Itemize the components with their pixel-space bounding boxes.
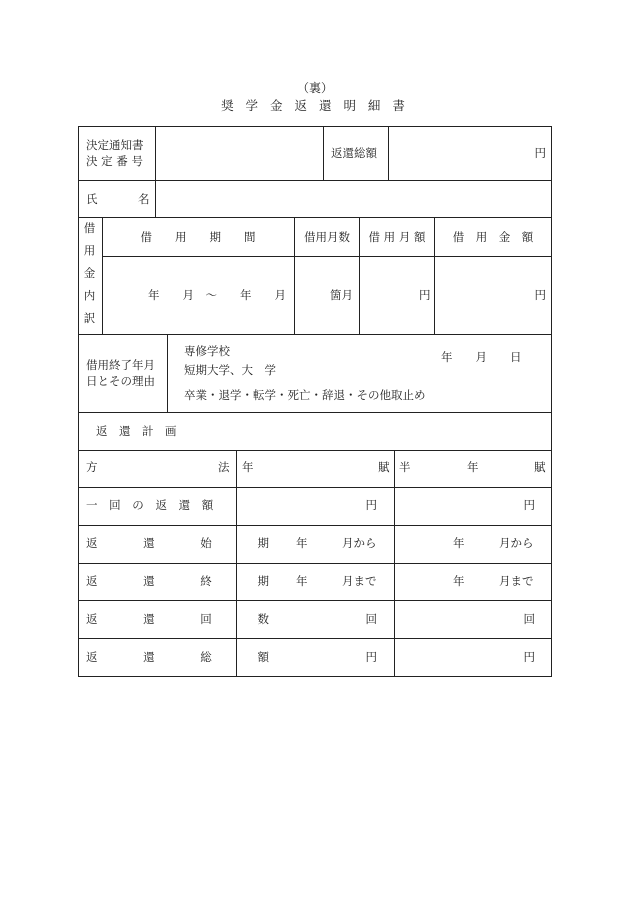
semiannual-char2: 年 <box>467 460 479 474</box>
plan-row-semiannual[interactable]: 円 <box>523 650 535 664</box>
method-label-char1: 方 <box>86 460 98 474</box>
total-amount-unit: 円 <box>534 146 546 160</box>
plan-row-semiannual[interactable]: 年 月まで <box>453 574 534 588</box>
loan-months-unit: 箇月 <box>330 288 353 302</box>
end-date[interactable]: 年 月 日 <box>441 350 522 364</box>
name-field[interactable] <box>157 182 550 216</box>
plan-row-label: 返 還 終 期 <box>86 574 290 588</box>
semiannual-char3: 賦 <box>534 460 546 474</box>
plan-row-semiannual[interactable]: 回 <box>523 612 535 626</box>
plan-row-semiannual[interactable]: 年 月から <box>453 536 534 550</box>
name-label-char1: 氏 <box>86 192 98 206</box>
plan-row-annual[interactable]: 円 <box>365 650 377 664</box>
school-type-vocational[interactable]: 専修学校 <box>184 344 230 358</box>
name-label-char2: 名 <box>138 192 150 206</box>
end-reasons[interactable]: 卒業・退学・転学・死亡・辞退・その他取止め <box>184 388 426 402</box>
end-reason-label-line2: 日とその理由 <box>86 374 155 388</box>
notice-number-field[interactable] <box>157 128 321 179</box>
loan-months-header: 借用月数 <box>304 230 350 244</box>
loan-period-value[interactable]: 年 月 ～ 年 月 <box>148 288 286 302</box>
plan-row-annual[interactable]: 円 <box>365 498 377 512</box>
plan-row-annual[interactable]: 年 月から <box>296 536 377 550</box>
loan-amount-header: 借 用 金 額 <box>452 230 534 244</box>
notice-label-line1: 決定通知書 <box>86 138 144 152</box>
loan-monthly-unit: 円 <box>419 288 431 302</box>
total-amount-field[interactable] <box>390 128 550 179</box>
end-reason-label-line1: 借用終了年月 <box>86 358 155 372</box>
loan-period-header: 借 用 期 間 <box>140 230 256 244</box>
plan-row-annual[interactable]: 年 月まで <box>296 574 377 588</box>
semiannual-char1: 半 <box>399 460 411 474</box>
plan-row-semiannual[interactable]: 円 <box>523 498 535 512</box>
loan-monthly-header: 借 用 月 額 <box>368 230 426 244</box>
total-amount-label: 返還総額 <box>331 146 377 160</box>
plan-row-annual[interactable]: 回 <box>365 612 377 626</box>
notice-label-line2: 決 定 番 号 <box>86 154 143 168</box>
document-title: 奨 学 金 返 還 明 細 書 <box>221 98 409 113</box>
repayment-plan-heading: 返 還 計 画 <box>96 424 177 438</box>
plan-row-label: 一 回 の 返 還 額 <box>86 498 218 512</box>
loan-breakdown-label: 借用金内訳 <box>82 222 97 335</box>
plan-row-label: 返 還 始 期 <box>86 536 290 550</box>
subtitle: （裏） <box>296 81 334 95</box>
method-label-char2: 法 <box>218 460 230 474</box>
school-type-college[interactable]: 短期大学、大 学 <box>184 363 276 377</box>
loan-amount-unit: 円 <box>534 288 546 302</box>
annual-char2: 賦 <box>378 460 390 474</box>
plan-row-label: 返 還 総 額 <box>86 650 290 664</box>
annual-char1: 年 <box>242 460 254 474</box>
plan-row-label: 返 還 回 数 <box>86 612 290 626</box>
